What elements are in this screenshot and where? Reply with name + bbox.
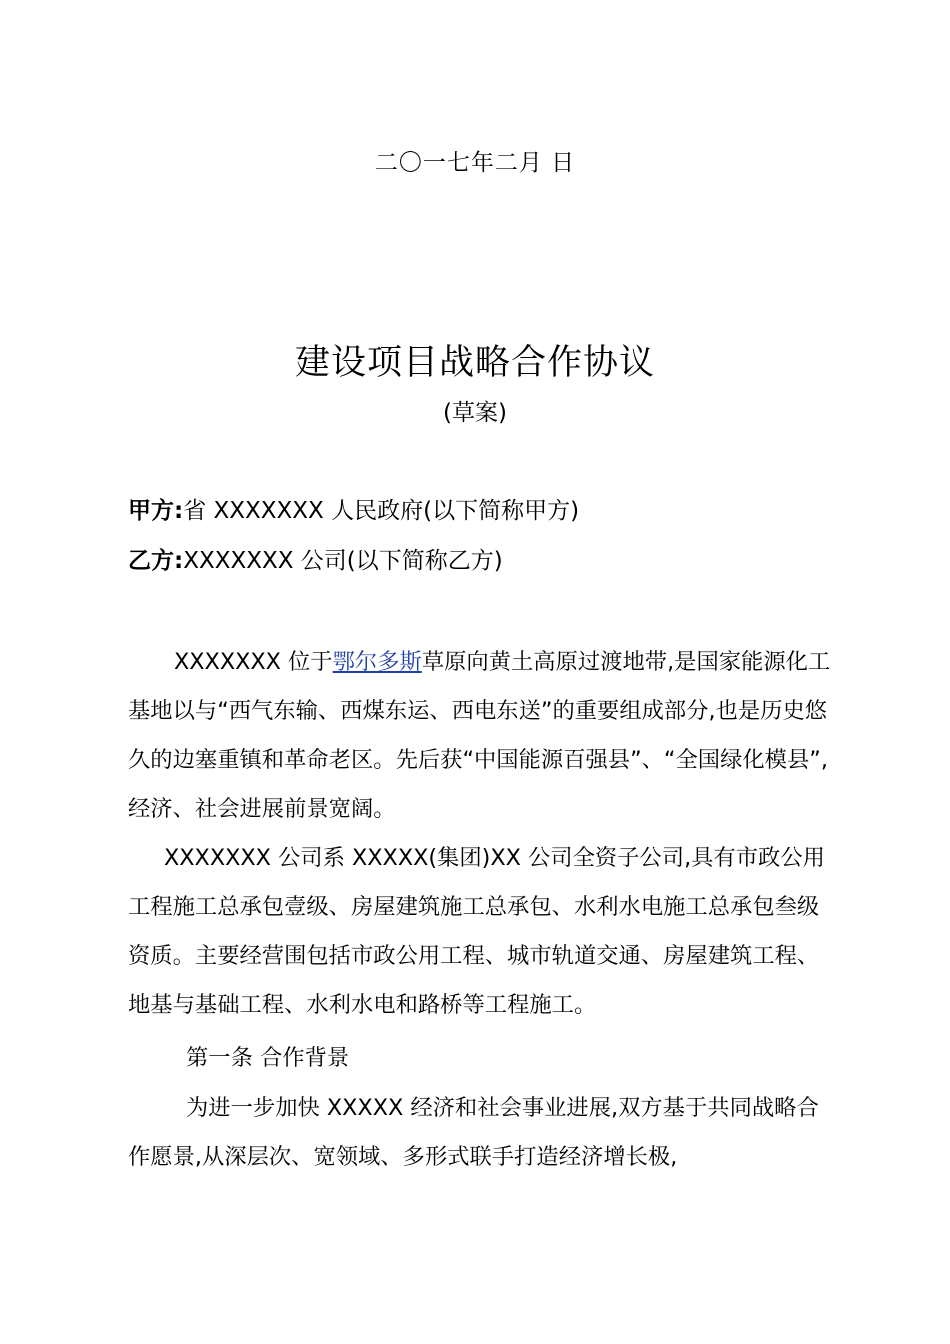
document-subtitle: (草案) [443, 400, 507, 426]
paragraph-location [128, 638, 840, 834]
party-b-label: 乙方: [128, 548, 184, 574]
paragraph-location-rest: 草原向黄土高原过渡地带,是国家能源化工基地以与“西气东输、西煤东运、西电东送”的重要组成部分,也是历史悠久的边塞重镇和革命老区。先后获“中国能源百强县”、“全国绿化模县”,经济、社会进展前景宽阔。 [128, 649, 831, 822]
paragraph-location-start: XXXXXXX 位于 [174, 649, 333, 675]
party-a [128, 494, 848, 528]
paragraph-background: 为进一步加快 XXXXX 经济和社会事业进展,双方基于共同战略合作愿景,从深层次、宽领域、多形式联手打造经济增长极, [128, 1095, 819, 1170]
party-b-text: XXXXXXX 公司(以下简称乙方) [183, 548, 503, 574]
ordos-link[interactable]: 鄂尔多斯 [332, 649, 422, 675]
party-a-text: 省 XXXXXXX 人民政府(以下简称甲方) [183, 498, 580, 524]
paragraph-company: XXXXXXX 公司系 XXXXX(集团)XX 公司全资子公司,具有市政公用工程施工总承包壹级、房屋建筑施工总承包、水利水电施工总承包叁级资质。主要经营围包括市政公用工程、城市轨道交通、房屋建筑工程、地基与基础工程、水利水电和路桥等工程施工。 [128, 845, 825, 1018]
document-title: 建设项目战略合作协议 [294, 343, 655, 383]
article-1-heading: 第一条 合作背景 [186, 1045, 350, 1071]
party-b [128, 544, 848, 578]
party-a-label: 甲方: [128, 498, 184, 524]
document-date: 二〇一七年二月 日 [374, 150, 576, 176]
